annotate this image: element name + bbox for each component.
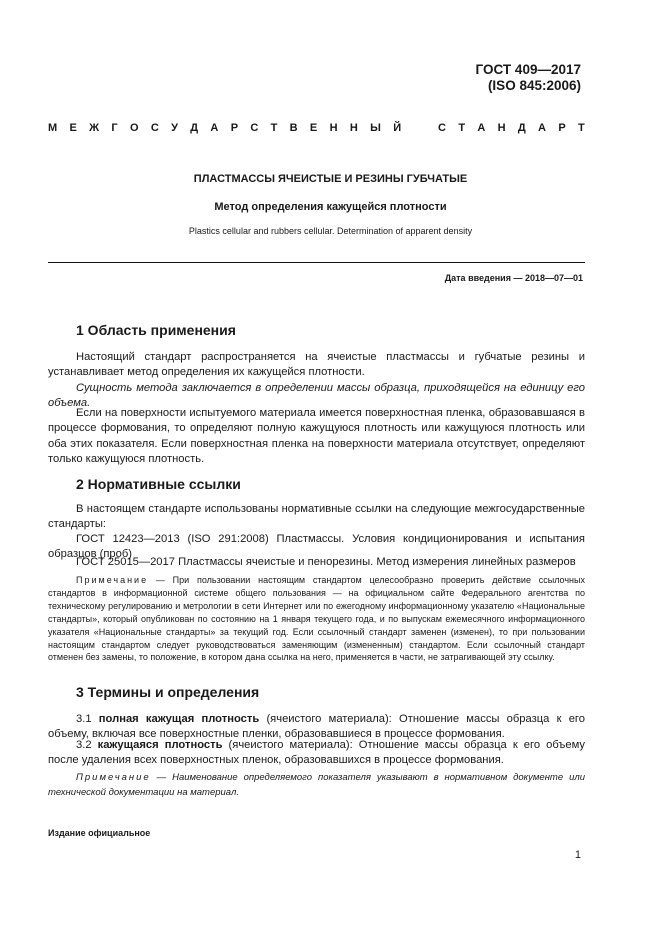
english-title: Plastics cellular and rubbers cellular. Determination of apparent density: [188, 226, 473, 236]
banner-letter: С: [250, 122, 259, 134]
banner-letter: Е: [309, 122, 318, 134]
reference-gost-12423: ГОСТ 12423—2013 (ISO 291:2008) Пластмассы. Условия кондиционирования и испытания образцов (проб): [48, 533, 585, 561]
section-3-heading: 3 Термины и определения: [76, 684, 260, 700]
note-label: Примечание: [76, 575, 149, 585]
section-3-note: [48, 770, 585, 800]
banner-letter: Н: [497, 122, 506, 134]
banner-letter: Е: [69, 122, 77, 134]
banner-letter: М: [48, 122, 58, 134]
banner-letter: С: [150, 122, 159, 134]
introduction-date: Дата введения — 2018—07—01: [444, 273, 583, 283]
section-2-heading: 2 Нормативные ссылки: [76, 476, 241, 492]
banner-letter: Д: [190, 122, 199, 134]
banner-letter: С: [438, 122, 446, 134]
banner-letter: У: [171, 122, 178, 134]
term-name: полная кажущая плотность: [98, 713, 260, 725]
banner-letter: О: [129, 122, 139, 134]
term-3-2: [48, 738, 585, 769]
banner-letter: Й: [393, 122, 402, 134]
banner-letter: Н: [349, 122, 358, 134]
document-title: ПЛАСТМАССЫ ЯЧЕИСТЫЕ И РЕЗИНЫ ГУБЧАТЫЕ: [193, 173, 468, 185]
banner-letter: Ы: [370, 122, 381, 134]
banner-letter: Р: [558, 122, 566, 134]
banner-letter: Г: [111, 122, 118, 134]
banner-letter: А: [477, 122, 486, 134]
term-number: 3.2: [76, 739, 98, 751]
page-number: 1: [574, 849, 581, 861]
banner-letter: Т: [458, 122, 466, 134]
document-subtitle: Метод определения кажущейся плотности: [214, 201, 447, 213]
term-number: 3.1: [76, 713, 99, 725]
note-label: Примечание: [76, 772, 151, 783]
banner-letter: А: [538, 122, 546, 134]
official-edition-label: Издание официальное: [48, 828, 151, 838]
section-1-paragraph-3: Если на поверхности испытуемого материала имеется поверхностная пленка, образовавшаяся в процессе формования, то определяют полную кажущуюся плотность или кажущуюся плотность или оба этих показателя. Если поверхностная пленка на поверхности материала отсутствует, определяют только кажущуюся плотность.: [48, 407, 585, 465]
section-1-heading: 1 Область применения: [76, 322, 236, 338]
banner-letter: А: [210, 122, 219, 134]
note-text: — При пользовании настоящим стандартом целесообразно проверить действие ссылочных стандартов в информационной системе общего пользования — на официальном сайте Федерального агентства по техническому регулированию и метрологии в сети Интернет или по ежегодному информационному указателю «Национальные стандарты», который опубликован по состоянию на 1 января текущего года, и по выпускам ежемесячного информационного указателя «Национальные стандарты» за текущий год. Если ссылочный стандарт заменен (изменен), то при пользовании настоящим стандартом следует руководствоваться заменяющим (измененным) стандартом. Если ссылочный стандарт отменен без замены, то положение, в котором дана ссылка на него, применяется в части, не затрагивающей эту ссылку.: [48, 575, 585, 663]
iso-reference: (ISO 845:2006): [487, 78, 581, 93]
section-2-note: [48, 574, 585, 664]
reference-gost-25015: ГОСТ 25015—2017 Пластмассы ячеистые и пенорезины. Метод измерения линейных размеров: [76, 556, 576, 568]
interstate-standard-banner: [48, 122, 585, 134]
section-1-paragraph-2: Сущность метода заключается в определении массы образца, приходящейся на единицу его объема.: [48, 382, 585, 410]
banner-letter: Д: [517, 122, 526, 134]
section-1-paragraph-1: Настоящий стандарт распространяется на ячеистые пластмассы и губчатые резины и устанавливает метод определения их кажущейся плотности.: [48, 351, 585, 379]
term-name: кажущаяся плотность: [97, 739, 223, 751]
banner-letter: Т: [577, 122, 585, 134]
term-definition: (ячеистого материала): Отношение массы образца к его объему, включая все поверхностные пленки, образовавшиеся в процессе формования.: [48, 713, 585, 741]
note-text: — Наименование определяемого показателя указывают в нормативном документе или технической документации на материал.: [48, 772, 585, 798]
standard-number: ГОСТ 409—2017: [475, 62, 581, 77]
section-2-paragraph-1: В настоящем стандарте использованы нормативные ссылки на следующие межгосударственные стандарты:: [48, 503, 585, 531]
banner-letter: Ж: [89, 122, 100, 134]
banner-letter: Т: [270, 122, 278, 134]
banner-letter: В: [289, 122, 298, 134]
title-divider: [48, 262, 585, 263]
banner-letter: Н: [329, 122, 338, 134]
banner-letter: Р: [230, 122, 239, 134]
term-definition: (ячеистого материала): Отношение массы образца к его объему после удаления всех поверхностных пленок, образовавшихся в процессе формования.: [48, 739, 585, 767]
